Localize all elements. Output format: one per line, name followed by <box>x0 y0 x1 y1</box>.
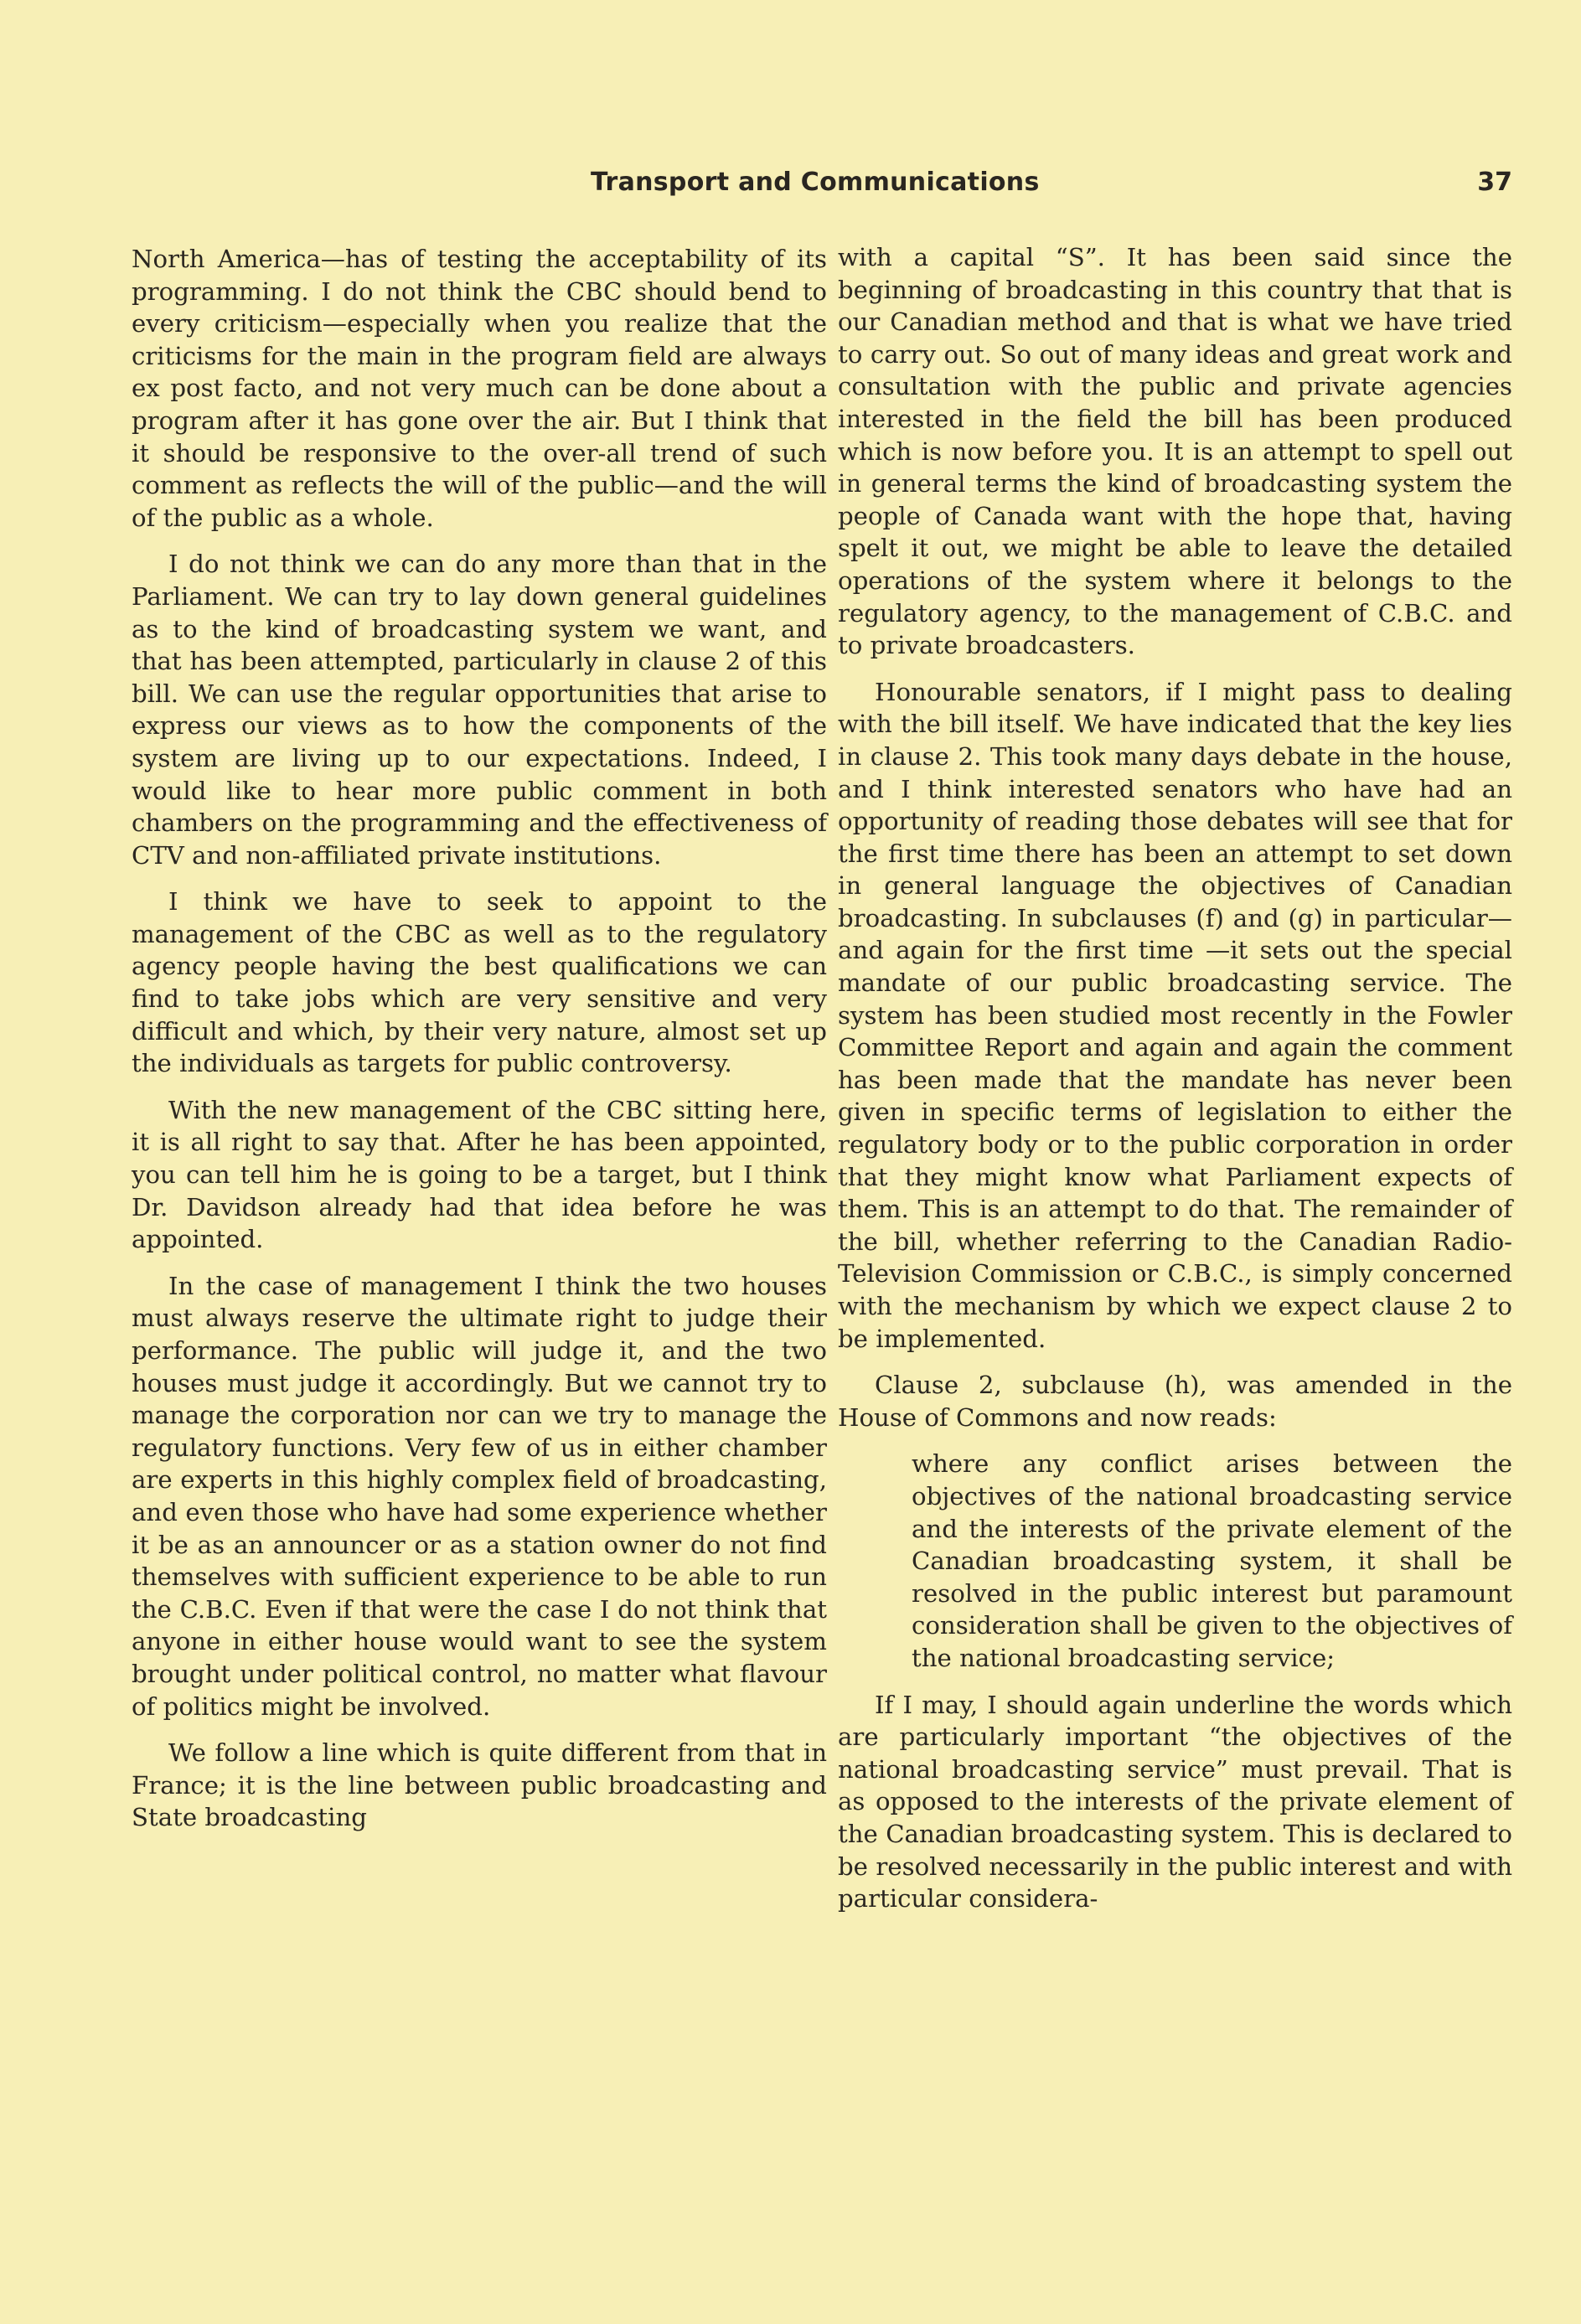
page-number: 37 <box>1477 168 1512 197</box>
paragraph: We follow a line which is quite different from that in France; it is the line between public broadcasting and State broadcasting <box>132 1738 827 1832</box>
page-header <box>134 168 1512 209</box>
paragraph: With the new management of the CBC sitting here, it is all right to say that. After he has been appointed, you can tell him he is going to be a target, but I think Dr. Davidson already had that idea before he was appointed. <box>132 1095 827 1254</box>
paragraph: I think we have to seek to appoint to the management of the CBC as well as to the regulatory agency people having the best qualifications we can find to take jobs which are very sensitive and very difficult and which, by their very nature, almost set up the individuals as targets for public controversy. <box>132 887 827 1078</box>
block-quote: where any conflict arises between the objectives of the national broadcasting service and the interests of the private element of the Canadian broadcasting system, it shall be resolved in the public interest but paramount consideration shall be given to the objectives of the national broadcasting service; <box>912 1449 1512 1672</box>
paragraph: In the case of management I think the two houses must always reserve the ultimate right to judge their performance. The public will judge it, and the two houses must judge it accordingly. But we cannot try to manage the corporation nor can we try to manage the regulatory functions. Very few of us in either chamber are experts in this highly complex field of broadcasting, and even those who have had some experience whether it be as an announcer or as a station owner do not find themselves with sufficient experience to be able to run the C.B.C. Even if that were the case I do not think that anyone in either house would want to see the system brought under political control, no matter what flavour of politics might be involved. <box>132 1271 827 1721</box>
right-column <box>838 241 1512 1915</box>
paragraph: Clause 2, subclause (h), was amended in the House of Commons and now reads: <box>838 1371 1512 1432</box>
left-column <box>132 243 827 1834</box>
paragraph: If I may, I should again underline the words which are particularly important “the objectives of the national broadcasting service” must prevail. That is as opposed to the interests of the private element of the Canadian broadcasting system. This is declared to be resolved necessarily in the public interest and with particular considera- <box>838 1690 1512 1913</box>
paragraph: North America—has of testing the acceptability of its programming. I do not think the CBC should bend to every criticism—especially when you realize that the criticisms for the main in the program field are always ex post facto, and not very much can be done about a program after it has gone over the air. But I think that it should be responsive to the over-all trend of such comment as reflects the will of the public—and the will of the public as a whole. <box>132 245 827 532</box>
paragraph: I do not think we can do any more than that in the Parliament. We can try to lay down general guidelines as to the kind of broadcasting system we want, and that has been attempted, particularly in clause 2 of this bill. We can use the regular opportunities that arise to express our views as to how the components of the system are living up to our expectations. Indeed, I would like to hear more public comment in both chambers on the programming and the effectiveness of CTV and non-affiliated private institutions. <box>132 550 827 870</box>
paragraph: with a capital “S”. It has been said since the beginning of broadcasting in this country that that is our Canadian method and that is what we have tried to carry out. So out of many ideas and great work and consultation with the public and private agencies interested in the field the bill has been produced which is now before you. It is an attempt to spell out in general terms the kind of broadcasting system the people of Canada want with the hope that, having spelt it out, we might be able to leave the detailed operations of the system where it belongs to the regulatory agency, to the management of C.B.C. and to private broadcasters. <box>838 243 1512 660</box>
running-header-title: Transport and Communications <box>591 168 1040 197</box>
paragraph: Honourable senators, if I might pass to dealing with the bill itself. We have indicated that the key lies in clause 2. This took many days debate in the house, and I think interested senators who have had an opportunity of reading those debates will see that for the first time there has been an attempt to set down in general language the objectives of Canadian broadcasting. In subclauses (f) and (g) in particular—and again for the first time —it sets out the special mandate of our public broadcasting service. The system has been studied most recently in the Fowler Committee Report and again and again the comment has been made that the mandate has never been given in specific terms of legislation to either the regulatory body or to the public corporation in order that they might know what Parliament expects of them. This is an attempt to do that. The remainder of the bill, whether referring to the Canadian Radio-Television Commission or C.B.C., is simply concerned with the mechanism by which we expect clause 2 to be implemented. <box>838 677 1512 1353</box>
